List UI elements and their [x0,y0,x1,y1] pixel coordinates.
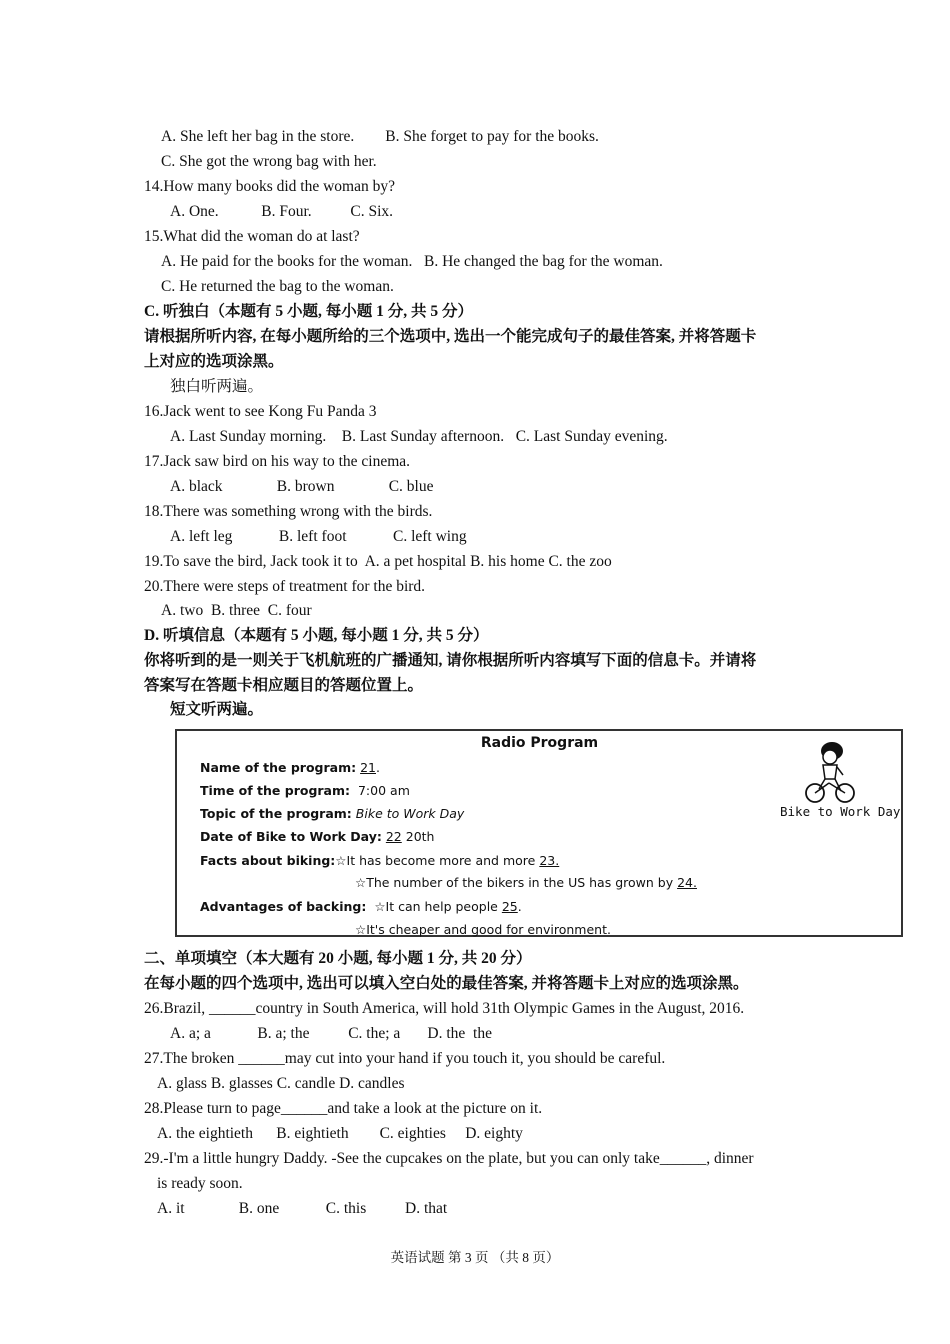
question-line: A. a; a B. a; the C. the; a D. the the [170,1025,492,1042]
question-line: 28.Please turn to page______and take a look at the picture on it. [144,1100,543,1117]
cyclist-illustration [799,739,861,807]
program-name-row: Name of the program: 21. [200,760,380,775]
question-line: A. black B. brown C. blue [170,478,434,495]
question-line: 27.The broken ______may cut into your hand if you touch it, you should be careful. [144,1050,666,1067]
instruction-line: 答案写在答题卡相应题目的答题位置上。 [144,677,424,694]
question-line: C. She got the wrong bag with her. [161,153,377,170]
section-heading: D. 听填信息（本题有 5 小题, 每小题 1 分, 共 5 分） [144,627,489,644]
question-line: A. two B. three C. four [161,602,312,619]
instruction-line: 在每小题的四个选项中, 选出可以填入空白处的最佳答案, 并将答题卡上对应的选项涂黑。 [144,975,749,992]
question-line: A. Last Sunday morning. B. Last Sunday afternoon. C. Last Sunday evening. [170,428,668,445]
radio-program-card [175,729,903,937]
program-time-row: Time of the program: 7:00 am [200,783,410,798]
instruction-line: 独白听两遍。 [170,378,264,395]
instruction-line: 你将听到的是一则关于飞机航班的广播通知, 请你根据所听内容填写下面的信息卡。并请将 [144,652,757,669]
question-line: 19.To save the bird, Jack took it to A. a pet hospital B. his home C. the zoo [144,553,612,570]
program-topic-row: Topic of the program: Bike to Work Day [200,806,465,821]
question-line: A. left leg B. left foot C. left wing [170,528,467,545]
page-footer: 英语试题 第 3 页 （共 8 页） [390,1250,560,1265]
question-line: 29.-I'm a little hungry Daddy. -See the cupcakes on the plate, but you can only take______, dinner [144,1150,754,1167]
question-line: 16.Jack went to see Kong Fu Panda 3 [144,403,377,420]
facts-row-1: Facts about biking:☆It has become more and more 23. [200,853,560,868]
question-line: is ready soon. [157,1175,243,1192]
question-line: C. He returned the bag to the woman. [161,278,394,295]
bike-day-caption: Bike to Work Day [780,804,901,819]
section-heading: 二、单项填空（本大题有 20 小题, 每小题 1 分, 共 20 分） [144,950,532,967]
instruction-line: 短文听两遍。 [170,701,264,718]
advantages-row-2: ☆It's cheaper and good for environment. [355,922,611,937]
question-line: A. it B. one C. this D. that [157,1200,448,1217]
question-line: A. the eightieth B. eightieth C. eighties D. eighty [157,1125,523,1142]
question-line: A. She left her bag in the store. B. She forget to pay for the books. [161,128,599,145]
question-line: 15.What did the woman do at last? [144,228,360,245]
question-line: 14.How many books did the woman by? [144,178,395,195]
question-line: 26.Brazil, ______country in South America, will hold 31th Olympic Games in the August, 2016. [144,1000,745,1017]
question-line: A. He paid for the books for the woman. B. He changed the bag for the woman. [161,253,663,270]
bike-day-date-row: Date of Bike to Work Day: 22 20th [200,829,435,844]
advantages-row-1: Advantages of backing: ☆It can help people 25. [200,899,522,914]
question-line: 20.There were steps of treatment for the bird. [144,578,426,595]
instruction-line: 请根据所听内容, 在每小题所给的三个选项中, 选出一个能完成句子的最佳答案, 并将答题卡 [144,328,757,345]
question-line: 18.There was something wrong with the birds. [144,503,433,520]
radio-card-title: Radio Program [480,735,599,751]
facts-row-2: ☆The number of the bikers in the US has grown by 24. [355,875,697,890]
section-heading: C. 听独白（本题有 5 小题, 每小题 1 分, 共 5 分） [144,303,473,320]
question-line: A. One. B. Four. C. Six. [170,203,394,220]
question-line: 17.Jack saw bird on his way to the cinema. [144,453,411,470]
instruction-line: 上对应的选项涂黑。 [144,353,284,370]
question-line: A. glass B. glasses C. candle D. candles [157,1075,405,1092]
